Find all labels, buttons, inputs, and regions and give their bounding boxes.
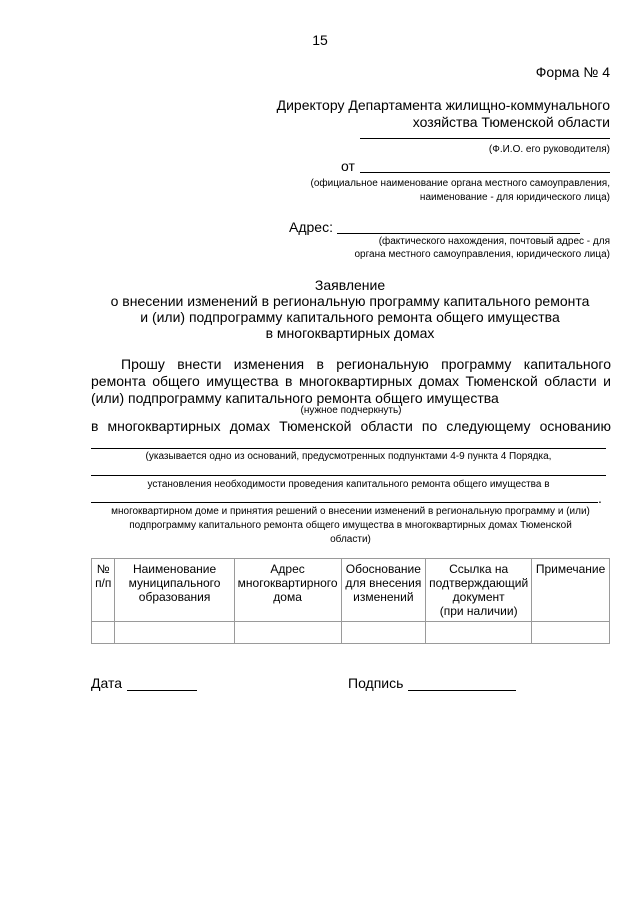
body-line-3: (или) подпрограмму капитального ремонта общего имущества: [91, 390, 499, 406]
table-header-row: [92, 559, 610, 622]
title-line-1: Заявление: [314, 277, 386, 293]
basis-blank-line-1: [91, 448, 606, 449]
address-note-1: (фактического нахождения, почтовый адрес - для: [378, 236, 610, 247]
from-blank-line: [360, 172, 610, 173]
basis-note-c-1: многоквартирном доме и принятия решений о внесении изменений в региональную программу и (или): [111, 506, 590, 517]
address-note-2: органа местного самоуправления, юридического лица): [354, 249, 610, 260]
date-label: Дата: [91, 675, 123, 691]
basis-note-c-2: подпрограмму капитального ремонта общего имущества в многоквартирных домах Тюменской: [129, 520, 572, 531]
table-cell[interactable]: [234, 622, 341, 644]
basis-blank-line-2: [91, 475, 606, 476]
title-line-3: и (или) подпрограмму капитального ремонта общего имущества: [140, 309, 560, 325]
body-line-2: ремонта общего имущества в многоквартирных домах Тюменской области и: [91, 373, 611, 389]
basis-note-a: (указывается одно из оснований, предусмотренных подпунктами 4-9 пункта 4 Порядка,: [145, 451, 552, 462]
col-note: Примечание: [532, 559, 610, 622]
changes-table: [91, 558, 610, 644]
table-cell[interactable]: [115, 622, 234, 644]
underline-note: (нужное подчеркнуть): [300, 405, 402, 416]
table-cell[interactable]: [341, 622, 426, 644]
address-blank-line: [337, 233, 580, 234]
addressee-block: [190, 97, 610, 131]
basis-trailing-period: .: [598, 490, 602, 506]
body-line-1-text: Прошу внести изменения в региональную программу капитального: [121, 356, 611, 372]
address-label: Адрес:: [289, 219, 333, 235]
basis-note-c: [91, 505, 610, 547]
table-row: [92, 622, 610, 644]
table-cell[interactable]: [532, 622, 610, 644]
basis-blank-line-3: [91, 502, 598, 503]
body-line-1: [91, 356, 611, 373]
col-document-reference: Ссылка на подтверждающий документ (при наличии): [426, 559, 532, 622]
basis-note-c-3: области): [330, 534, 371, 545]
addressee-line-1: Директору Департамента жилищно-коммунального: [276, 97, 610, 113]
col-number: № п/п: [92, 559, 115, 622]
name-note: (Ф.И.О. его руководителя): [488, 144, 610, 155]
name-blank-line: [360, 138, 610, 139]
signature-label: Подпись: [348, 675, 404, 691]
from-label: от: [341, 158, 355, 174]
signature-blank-line: [408, 690, 516, 691]
title-line-2: о внесении изменений в региональную программу капитального ремонта: [110, 293, 590, 309]
body-line-4: в многоквартирных домах Тюменской области по следующему основанию: [91, 418, 611, 434]
document-title: [0, 277, 640, 341]
col-justification: Обоснование для внесения изменений: [341, 559, 426, 622]
table-cell[interactable]: [92, 622, 115, 644]
title-line-4: в многоквартирных домах: [265, 325, 435, 341]
col-municipality: Наименование муниципального образования: [115, 559, 234, 622]
form-label: Форма № 4: [535, 64, 610, 80]
col-building-address: Адрес многоквартирного дома: [234, 559, 341, 622]
table-cell[interactable]: [426, 622, 532, 644]
from-note-2: наименование - для юридического лица): [419, 192, 610, 203]
date-blank-line: [127, 690, 197, 691]
from-note-1: (официальное наименование органа местного самоуправления,: [310, 178, 610, 189]
addressee-line-2: хозяйства Тюменской области: [412, 114, 610, 130]
page-number: 15: [312, 32, 328, 48]
basis-note-b: установления необходимости проведения капитального ремонта общего имущества в: [147, 479, 550, 490]
